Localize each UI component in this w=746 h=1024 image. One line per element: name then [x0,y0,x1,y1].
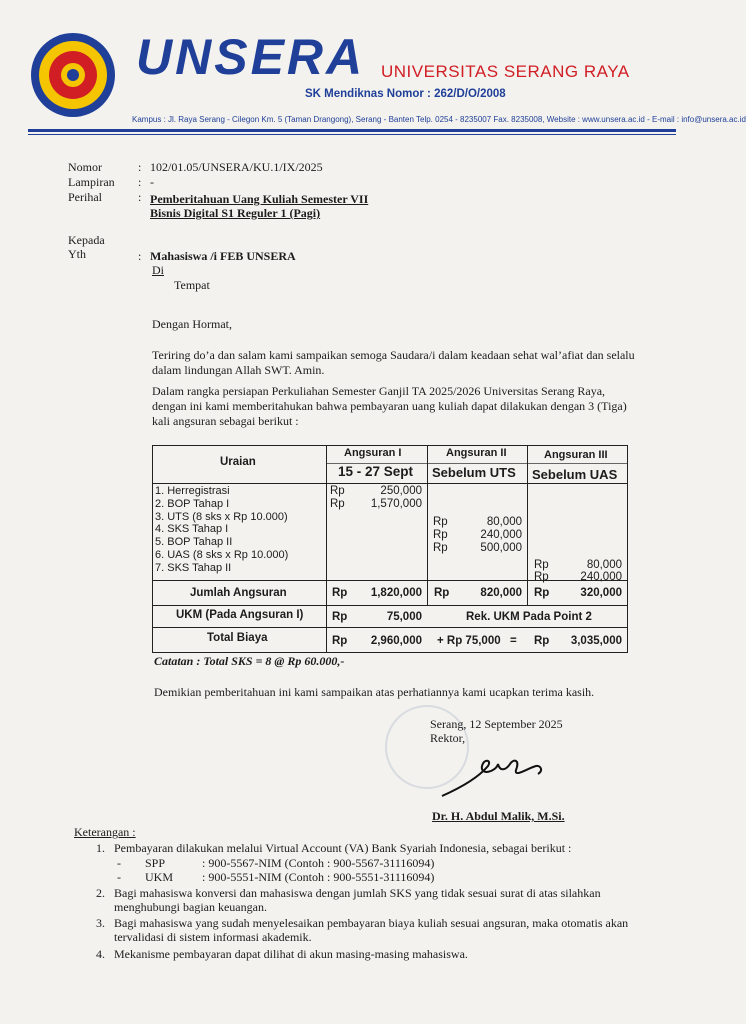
rp-label: Rp [534,587,550,599]
greeting: Dengan Hormat, [152,317,232,331]
yth-label: Yth [68,247,86,261]
item-number: 3. [96,916,105,930]
colon: : [138,190,142,204]
header-uraian: Uraian [220,456,256,468]
a2-value-2: 240,000 [480,529,522,541]
tempat-label: Tempat [174,278,210,292]
item-number: 4. [96,947,105,961]
ukm-va-value: : 900-5551-NIM (Contoh : 900-5551-31116094) [202,870,435,884]
di-label: Di [152,263,164,277]
a2-value-3: 500,000 [480,542,522,554]
jumlah-a3: 320,000 [580,587,622,599]
brand-name: UNSERA [136,29,366,85]
jumlah-label: Jumlah Angsuran [190,587,287,599]
dash: - [117,870,121,884]
jumlah-a2: 820,000 [480,587,522,599]
signer-name: Dr. H. Abdul Malik, M.Si. [432,809,565,823]
rp-label: Rp [434,587,450,599]
a3-value-2: 240,000 [580,571,622,583]
nomor-value: 102/01.05/UNSERA/KU.1/IX/2025 [150,160,323,174]
list-item: 5. BOP Tahap II [155,536,233,549]
keterangan-title: Keterangan : [74,825,136,839]
rp-label: Rp [433,516,448,528]
colon: : [138,175,142,189]
lampiran-value: - [150,175,154,189]
rp-label: Rp [332,611,348,623]
signature [440,748,550,808]
list-item: 2. BOP Tahap I [155,497,230,510]
header-angsuran-2: Angsuran II [446,447,507,459]
ukm-note: Rek. UKM Pada Point 2 [466,611,592,623]
rp-label: Rp [433,529,448,541]
total-a1: 2,960,000 [370,635,422,647]
keterangan-item-3: Bagi mahasiswa yang sudah menyelesaikan pembayaran biaya kuliah sesuai angsuran, maka otomatis akan tervalidasi di sistem informasi akademik. [114,916,629,944]
nomor-label: Nomor [68,160,102,174]
header-angsuran-1-date: 15 - 27 Sept [338,464,414,479]
dash: - [117,856,121,870]
a3-value-1: 80,000 [586,559,622,571]
items-list [155,485,288,575]
total-label: Total Biaya [207,632,268,644]
header-angsuran-1: Angsuran I [344,447,402,459]
colon: : [138,160,142,174]
rector-title: Rektor, [430,731,466,745]
lampiran-label: Lampiran [68,175,115,189]
header-angsuran-2-sub: Sebelum UTS [432,465,516,480]
perihal-label: Perihal [68,190,102,204]
recipient: Mahasiswa /i FEB UNSERA [150,249,296,263]
header-rule [28,129,676,132]
rp-label: Rp [534,635,550,647]
ukm-a1: 75,000 [386,611,422,623]
item-number: 2. [96,886,105,900]
list-item: 1. Herregistrasi [155,485,230,497]
list-item: 3. UTS (8 sks x Rp 10.000) [155,510,288,523]
rp-label: Rp [332,635,348,647]
a1-value-1: 250,000 [380,485,422,497]
spp-label: SPP [145,856,166,870]
rp-label: Rp [534,559,549,571]
ukm-va-label: UKM [145,870,174,884]
list-item: 6. UAS (8 sks x Rp 10.000) [155,548,289,561]
keterangan-item-1: Pembayaran dilakukan melalui Virtual Account (VA) Bank Syariah Indonesia, sebagai berikut : [114,841,572,855]
a2-value-1: 80,000 [486,516,522,528]
kepada-label: Kepada [68,233,105,247]
a1-value-2: 1,570,000 [370,498,422,510]
list-item: 4. SKS Tahap I [155,523,229,536]
address-line: Kampus : Jl. Raya Serang - Cilegon Km. 5 (Taman Drangong), Serang - Banten Telp. 0254 - 8235007 Fax. 8235008, Website : www.unsera.ac.id - E-mail : info@unsera.ac.id [132,115,746,124]
header-angsuran-3: Angsuran III [544,449,608,461]
ukm-label: UKM (Pada Angsuran I) [176,609,304,621]
place-date: Serang, 12 September 2025 [430,717,563,731]
header-angsuran-3-sub: Sebelum UAS [532,467,618,482]
perihal-line-1: Pemberitahuan Uang Kuliah Semester VII [150,192,369,206]
keterangan-item-4: Mekanisme pembayaran dapat dilihat di akun masing-masing mahasiswa. [114,947,468,961]
sk-number: SK Mendiknas Nomor : 262/D/O/2008 [305,88,506,100]
item-number: 1. [96,841,105,855]
header-rule-thin [28,134,676,135]
rp-label: Rp [433,542,448,554]
paragraph-1: Teriring do’a dan salam kami sampaikan semoga Saudara/i dalam keadaan sehat wal’afiat dan selalu dalam lindungan Allah SWT. Amin. [152,348,635,377]
list-item: 7. SKS Tahap II [155,561,232,574]
total-final: 3,035,000 [570,635,622,647]
paragraph-2: Dalam rangka persiapan Perkuliahan Semester Ganjil TA 2025/2026 Universitas Serang Raya, dengan ini kami memberitahukan bahwa pembayaran uang kuliah dapat dilakukan dengan 3 (Tiga) kali angsuran sebagai berikut : [152,384,627,428]
rp-label: Rp [330,498,345,510]
spp-value: : 900-5567-NIM (Contoh : 900-5567-31116094) [202,856,435,870]
colon: : [138,249,142,263]
closing-text: Demikian pemberitahuan ini kami sampaikan atas perhatiannya kami ucapkan terima kasih. [154,685,595,699]
total-plus: + Rp 75,000 [437,635,501,647]
installment-table [152,445,628,655]
rp-label: Rp [534,571,549,583]
rp-label: Rp [330,485,345,497]
total-eq: = [510,635,517,647]
university-name: UNIVERSITAS SERANG RAYA [381,62,630,81]
catatan: Catatan : Total SKS = 8 @ Rp 60.000,- [154,654,345,668]
perihal-line-2: Bisnis Digital S1 Reguler 1 (Pagi) [150,206,321,220]
university-logo [30,32,116,118]
rp-label: Rp [332,587,348,599]
jumlah-a1: 1,820,000 [370,587,422,599]
keterangan-item-2: Bagi mahasiswa konversi dan mahasiswa dengan jumlah SKS yang tidak sesuai surat di atas silahkan menghubungi bagian keuangan. [114,886,601,914]
